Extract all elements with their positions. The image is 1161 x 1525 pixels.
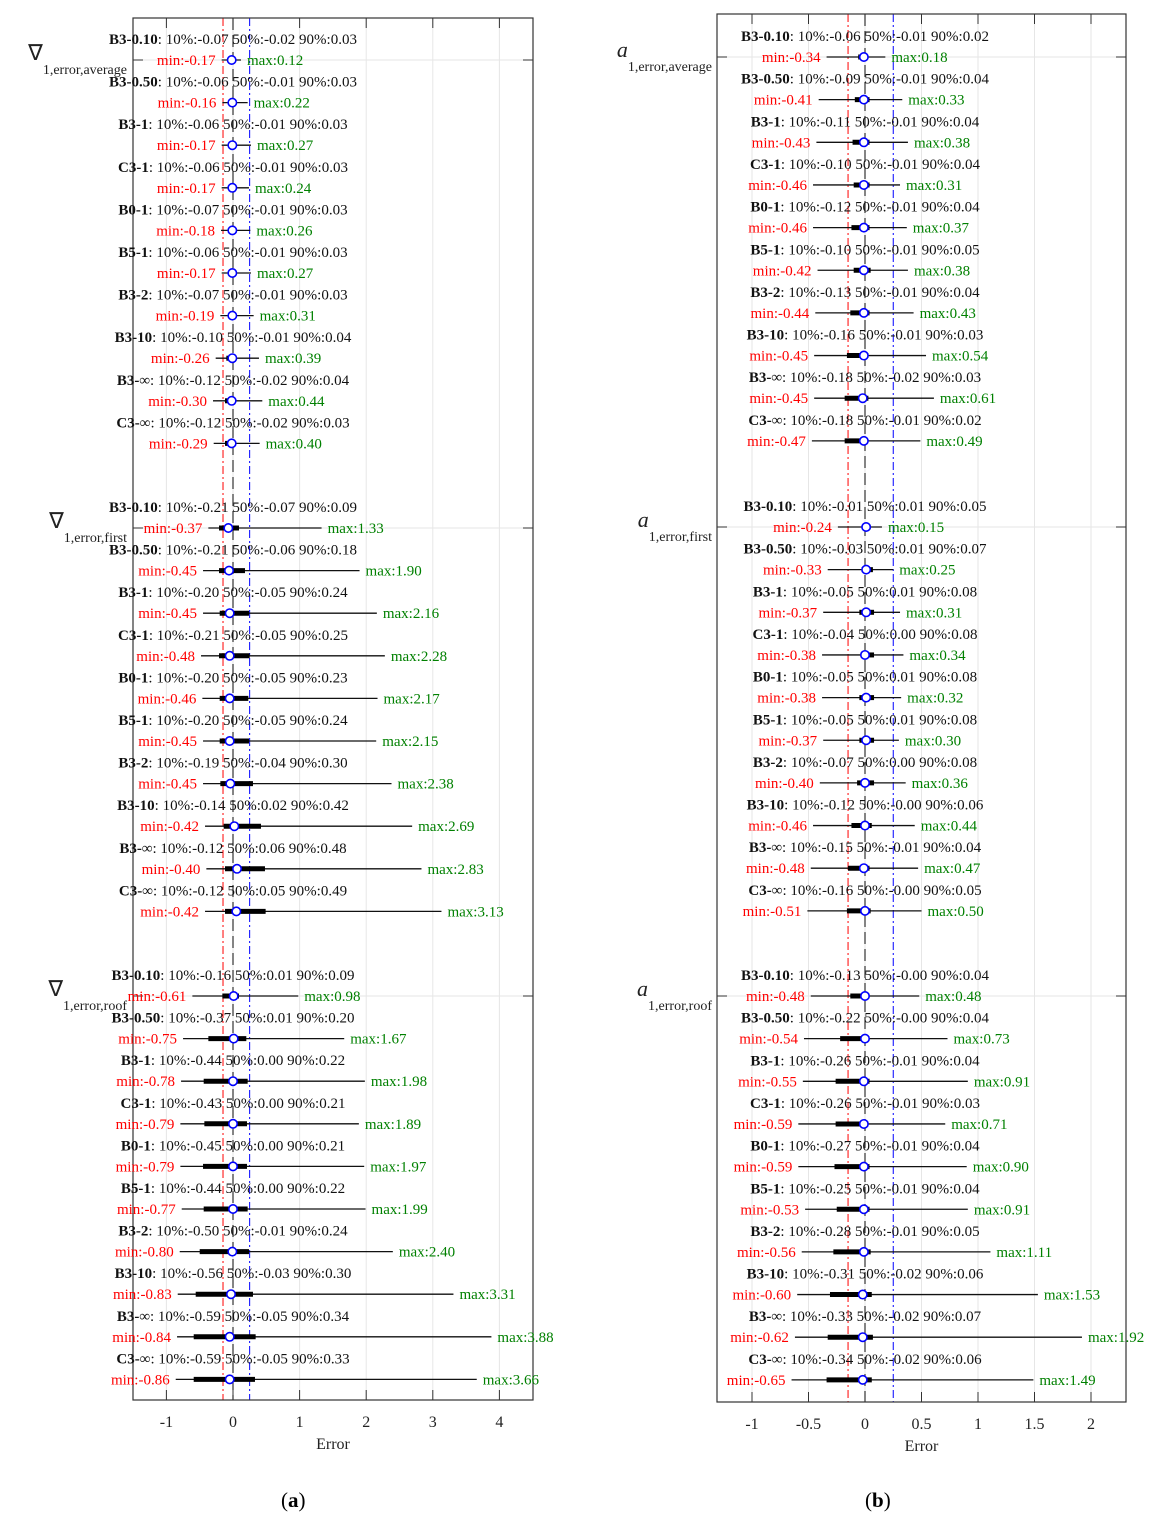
median-marker [229, 1077, 237, 1085]
x-axis-label: Error [904, 1438, 939, 1455]
min-label: min:-0.29 [148, 436, 208, 453]
max-label: max:1.67 [350, 1031, 407, 1048]
max-label: max:1.98 [370, 1074, 428, 1091]
row-stats: C3-∞: 10%:-0.16 50%:-0.00 90%:0.05 [748, 882, 982, 899]
row-stats: B3-2: 10%:-0.28 50%:-0.01 90%:0.05 [750, 1223, 980, 1240]
row-stats: B3-∞: 10%:-0.15 50%:-0.01 90%:0.04 [748, 840, 982, 857]
box-row [119, 883, 504, 920]
median-marker [860, 1248, 868, 1256]
min-label: min:-0.65 [726, 1372, 786, 1389]
median-marker [228, 141, 236, 149]
min-label: min:-0.48 [136, 648, 196, 665]
group-label: ∇1,error,first [49, 508, 127, 546]
min-label: min:-0.17 [156, 138, 216, 155]
max-label: max:0.12 [246, 53, 304, 69]
x-tick-label: 0 [861, 1416, 869, 1433]
row-stats: B3-∞: 10%:-0.33 50%:-0.02 90%:0.07 [748, 1309, 982, 1326]
median-marker [861, 779, 869, 787]
median-marker [860, 1120, 868, 1128]
row-stats: C3-1: 10%:-0.43 50%:0.00 90%:0.21 [120, 1095, 346, 1112]
row-stats: B3-1: 10%:-0.44 50%:0.00 90%:0.22 [120, 1053, 346, 1070]
max-label: max:0.91 [973, 1074, 1031, 1091]
row-stats: B0-1: 10%:-0.05 50%:0.01 90%:0.08 [752, 669, 978, 686]
row-stats: B5-1: 10%:-0.44 50%:0.00 90%:0.22 [120, 1181, 346, 1197]
max-label: max:0.34 [909, 647, 966, 664]
x-tick-label: 3 [428, 1414, 437, 1431]
median-marker [861, 1034, 869, 1042]
median-marker [860, 351, 868, 359]
x-tick-label: 1 [295, 1414, 304, 1431]
median-marker [861, 821, 869, 829]
min-label: min:-0.38 [757, 647, 817, 664]
row-stats: C3-∞: 10%:-0.18 50%:-0.01 90%:0.02 [748, 412, 982, 429]
median-marker [862, 565, 870, 573]
median-marker [860, 181, 868, 189]
median-marker [860, 1205, 868, 1213]
row-stats: B3-1: 10%:-0.11 50%:-0.01 90%:0.04 [750, 114, 980, 131]
row-stats: B3-0.50: 10%:-0.22 50%:-0.00 90%:0.04 [741, 1010, 989, 1027]
row-stats: B5-1: 10%:-0.06 50%:-0.01 90%:0.03 [118, 245, 348, 261]
min-label: min:-0.33 [762, 562, 822, 579]
max-label: max:0.49 [926, 433, 983, 450]
max-label: max:1.89 [364, 1116, 422, 1133]
row-stats: B3-0.50: 10%:-0.09 50%:-0.01 90%:0.04 [741, 71, 989, 88]
min-label: min:-0.42 [752, 263, 812, 280]
box-row [748, 200, 980, 237]
max-label: max:0.36 [911, 775, 968, 792]
box-row [746, 840, 982, 877]
row-stats: B5-1: 10%:-0.25 50%:-0.01 90%:0.04 [750, 1181, 980, 1198]
median-marker [232, 907, 240, 915]
max-label: max:0.30 [904, 733, 962, 750]
row-stats: B3-2: 10%:-0.13 50%:-0.01 90%:0.04 [750, 284, 980, 301]
min-label: min:-0.45 [749, 391, 809, 408]
median-marker [228, 354, 236, 362]
box-row [117, 798, 474, 835]
max-label: max:0.27 [256, 266, 314, 282]
min-label: min:-0.44 [750, 305, 810, 322]
min-label: min:-0.41 [753, 92, 813, 109]
min-label: min:-0.42 [140, 819, 200, 836]
min-label: min:-0.42 [140, 904, 200, 921]
max-label: max:2.16 [382, 606, 440, 623]
row-stats: B3-0.10: 10%:-0.21 50%:-0.07 90%:0.09 [109, 500, 357, 516]
box-row [730, 1309, 1144, 1346]
row-stats: B3-10: 10%:-0.14 50%:0.02 90%:0.42 [117, 798, 349, 815]
box-row [734, 1139, 1029, 1176]
row-stats: B0-1: 10%:-0.12 50%:-0.01 90%:0.04 [750, 199, 980, 216]
min-label: min:-0.83 [112, 1287, 172, 1304]
max-label: max:0.27 [256, 138, 314, 155]
box-row [747, 328, 989, 365]
box-row [748, 157, 980, 194]
row-stats: C3-1: 10%:-0.04 50%:0.00 90%:0.08 [752, 626, 978, 643]
min-label: min:-0.43 [751, 135, 811, 152]
x-axis-label: Error [316, 1436, 350, 1453]
max-label: max:0.44 [268, 393, 325, 410]
median-marker [225, 652, 233, 660]
max-label: max:0.43 [919, 305, 976, 322]
row-stats: B3-10: 10%:-0.16 50%:-0.01 90%:0.03 [746, 327, 984, 344]
max-label: max:1.99 [371, 1202, 428, 1218]
x-tick-label: 2 [1087, 1416, 1095, 1433]
max-label: max:0.50 [927, 903, 984, 920]
row-stats: B3-0.50: 10%:-0.06 50%:-0.01 90%:0.03 [109, 74, 357, 91]
row-stats: B3-0.50: 10%:-0.37 50%:0.01 90%:0.20 [111, 1010, 355, 1027]
max-label: max:2.40 [398, 1244, 456, 1261]
panel-b [617, 14, 1144, 1455]
max-label: max:0.22 [253, 95, 310, 112]
max-label: max:0.31 [906, 177, 963, 194]
row-stats: B3-2: 10%:-0.07 50%:0.00 90%:0.08 [752, 754, 978, 771]
min-label: min:-0.46 [748, 220, 808, 237]
min-label: min:-0.48 [746, 861, 805, 878]
median-marker [862, 608, 870, 616]
box-row [112, 1309, 553, 1346]
group-label: ∇1,error,roof [48, 976, 127, 1014]
box-row [117, 1181, 428, 1218]
row-stats: B3-0.50: 10%:-0.03 50%:0.01 90%:0.07 [743, 541, 987, 558]
max-label: max:0.26 [256, 223, 313, 240]
max-label: max:0.61 [939, 391, 997, 408]
max-label: max:2.83 [427, 861, 484, 878]
median-marker [862, 523, 870, 531]
box-row [109, 500, 384, 537]
max-label: max:0.73 [953, 1031, 1010, 1048]
max-label: max:3.13 [447, 904, 504, 921]
median-marker [860, 1077, 868, 1085]
panel-a [27, 18, 554, 1453]
min-label: min:-0.26 [150, 351, 210, 368]
max-label: max:0.98 [304, 989, 361, 1005]
row-stats: B0-1: 10%:-0.45 50%:0.00 90%:0.21 [120, 1138, 346, 1155]
row-stats: B3-1: 10%:-0.05 50%:0.01 90%:0.08 [752, 584, 978, 601]
row-stats: B3-∞: 10%:-0.18 50%:-0.02 90%:0.03 [748, 370, 982, 387]
caption-a: (a) [281, 1488, 306, 1512]
box-row [737, 1224, 1052, 1261]
row-stats: C3-1: 10%:-0.21 50%:-0.05 90%:0.25 [118, 627, 348, 644]
box-row [118, 756, 453, 793]
median-marker [859, 1333, 867, 1341]
max-label: max:0.15 [887, 520, 945, 536]
max-label: max:2.69 [418, 819, 475, 836]
x-tick-label: -1 [159, 1414, 174, 1431]
min-label: min:-0.46 [137, 691, 197, 708]
row-stats: B3-2: 10%:-0.07 50%:-0.01 90%:0.03 [118, 287, 348, 304]
max-label: max:0.48 [925, 989, 982, 1005]
box-row [113, 1266, 516, 1303]
min-label: min:-0.59 [733, 1116, 793, 1133]
median-marker [227, 56, 235, 64]
x-tick-label: 2 [362, 1414, 371, 1431]
median-marker [861, 651, 869, 659]
min-label: min:-0.86 [110, 1372, 170, 1389]
max-label: max:0.31 [259, 308, 316, 325]
box-row [119, 841, 483, 878]
x-tick-label: -1 [745, 1416, 759, 1433]
row-stats: B0-1: 10%:-0.07 50%:-0.01 90%:0.03 [118, 202, 348, 219]
box-row [118, 628, 447, 665]
max-label: max:0.38 [913, 263, 971, 280]
median-marker [227, 397, 235, 405]
median-marker [229, 1205, 237, 1213]
max-label: max:0.25 [899, 562, 956, 579]
x-tick-label: 1.5 [1024, 1416, 1045, 1433]
row-stats: B3-1: 10%:-0.06 50%:-0.01 90%:0.03 [118, 117, 348, 134]
box-row [116, 1053, 427, 1090]
box-row [109, 543, 422, 580]
row-stats: B3-1: 10%:-0.20 50%:-0.05 90%:0.24 [118, 585, 348, 602]
max-label: max:0.33 [908, 92, 965, 109]
median-marker [859, 394, 867, 402]
min-label: min:-0.30 [148, 393, 208, 410]
median-marker [225, 694, 233, 702]
row-stats: B3-10: 10%:-0.31 50%:-0.02 90%:0.06 [746, 1266, 984, 1283]
row-stats: B3-0.10: 10%:-0.13 50%:-0.00 90%:0.04 [741, 968, 989, 984]
max-label: max:0.47 [924, 861, 981, 878]
max-label: max:1.11 [996, 1244, 1053, 1261]
min-label: min:-0.45 [138, 776, 198, 793]
min-label: min:-0.17 [156, 266, 216, 282]
row-stats: B3-0.10: 10%:-0.16 50%:0.01 90%:0.09 [111, 968, 355, 984]
max-label: max:0.38 [913, 135, 971, 152]
row-stats: B3-0.10: 10%:-0.01 50%:0.01 90%:0.05 [743, 499, 987, 515]
row-stats: B3-2: 10%:-0.19 50%:-0.04 90%:0.30 [118, 755, 348, 772]
min-label: min:-0.53 [740, 1202, 800, 1219]
median-marker [860, 309, 868, 317]
row-stats: B5-1: 10%:-0.10 50%:-0.01 90%:0.05 [750, 242, 980, 259]
max-label: max:1.49 [1039, 1372, 1096, 1389]
min-label: min:-0.37 [143, 521, 203, 537]
median-marker [227, 1290, 235, 1298]
max-label: max:0.32 [907, 690, 964, 707]
min-label: min:-0.45 [138, 606, 198, 623]
max-label: max:2.15 [382, 734, 439, 750]
box-row [112, 968, 361, 1005]
row-stats: B5-1: 10%:-0.05 50%:0.01 90%:0.08 [752, 712, 978, 729]
row-stats: C3-∞: 10%:-0.12 50%:0.05 90%:0.49 [118, 883, 348, 900]
min-label: min:-0.55 [738, 1074, 797, 1091]
min-label: min:-0.47 [747, 433, 806, 450]
min-label: min:-0.46 [748, 177, 808, 194]
median-marker [224, 524, 232, 532]
min-label: min:-0.61 [127, 989, 187, 1005]
max-label: max:0.44 [920, 818, 977, 835]
median-marker [228, 184, 236, 192]
max-label: max:2.38 [397, 776, 454, 793]
max-label: max:0.71 [951, 1116, 1008, 1133]
max-label: max:1.53 [1043, 1287, 1101, 1304]
row-stats: B0-1: 10%:-0.27 50%:-0.01 90%:0.04 [750, 1138, 980, 1155]
max-label: max:1.92 [1087, 1330, 1145, 1347]
max-label: max:1.90 [365, 563, 422, 580]
min-label: min:-0.56 [736, 1244, 796, 1261]
box-row [749, 370, 996, 407]
median-marker [860, 223, 868, 231]
median-marker [860, 864, 868, 872]
min-label: min:-0.48 [746, 989, 805, 1005]
min-label: min:-0.37 [758, 605, 818, 622]
x-tick-label: 0.5 [911, 1416, 932, 1433]
row-stats: B3-1: 10%:-0.26 50%:-0.01 90%:0.04 [750, 1053, 980, 1070]
median-marker [860, 1162, 868, 1170]
median-marker [860, 138, 868, 146]
box-row [112, 1011, 407, 1048]
median-marker [229, 1034, 237, 1042]
min-label: min:-0.34 [761, 50, 821, 66]
row-stats: B3-0.50: 10%:-0.21 50%:-0.06 90%:0.18 [109, 542, 357, 559]
box-row [116, 1096, 421, 1133]
row-stats: B3-10: 10%:-0.10 50%:-0.01 90%:0.04 [114, 330, 352, 347]
min-label: min:-0.54 [739, 1031, 798, 1048]
min-label: min:-0.60 [732, 1287, 792, 1304]
median-marker [860, 437, 868, 445]
row-stats: B3-∞: 10%:-0.59 50%:-0.05 90%:0.34 [116, 1308, 350, 1325]
box-row [739, 1011, 1010, 1048]
median-marker [859, 1376, 867, 1384]
median-marker [228, 1247, 236, 1255]
median-marker [860, 95, 868, 103]
box-row [732, 1267, 1100, 1304]
min-label: min:-0.19 [155, 308, 215, 325]
min-label: min:-0.40 [755, 775, 814, 792]
x-tick-label: 1 [974, 1416, 982, 1433]
min-label: min:-0.75 [118, 1031, 178, 1048]
median-marker [860, 266, 868, 274]
max-label: max:3.66 [482, 1372, 540, 1389]
row-stats: B0-1: 10%:-0.20 50%:-0.05 90%:0.23 [118, 670, 348, 687]
min-label: min:-0.38 [757, 690, 817, 707]
min-label: min:-0.24 [773, 520, 832, 536]
median-marker [861, 907, 869, 915]
median-marker [225, 566, 233, 574]
median-marker [860, 53, 868, 61]
min-label: min:-0.17 [156, 53, 216, 69]
max-label: max:3.88 [497, 1329, 554, 1346]
min-label: min:-0.45 [749, 348, 809, 365]
median-marker [225, 609, 233, 617]
row-stats: B3-∞: 10%:-0.12 50%:-0.02 90%:0.04 [116, 372, 350, 389]
max-label: max:0.18 [891, 50, 948, 66]
max-label: max:0.54 [932, 348, 989, 365]
row-stats: B3-0.10: 10%:-0.06 50%:-0.01 90%:0.02 [741, 29, 989, 45]
box-row [727, 1352, 1096, 1389]
row-stats: C3-∞: 10%:-0.59 50%:-0.05 90%:0.33 [116, 1351, 350, 1368]
box-row [116, 1138, 427, 1175]
group-label: a1,error,roof [637, 976, 712, 1014]
median-marker [227, 439, 235, 447]
box-row [743, 883, 984, 920]
row-stats: B3-0.10: 10%:-0.07 50%:-0.02 90%:0.03 [109, 32, 357, 48]
max-label: max:0.24 [254, 180, 312, 197]
row-stats: C3-1: 10%:-0.06 50%:-0.01 90%:0.03 [118, 159, 348, 176]
median-marker [226, 779, 234, 787]
median-marker [862, 736, 870, 744]
min-label: min:-0.80 [114, 1244, 174, 1261]
max-label: max:2.17 [383, 691, 440, 708]
min-label: min:-0.79 [115, 1116, 175, 1133]
min-label: min:-0.59 [733, 1159, 793, 1176]
row-stats: C3-∞: 10%:-0.34 50%:-0.02 90%:0.06 [748, 1351, 982, 1368]
min-label: min:-0.62 [730, 1330, 789, 1347]
row-stats: C3-1: 10%:-0.26 50%:-0.01 90%:0.03 [750, 1095, 980, 1112]
max-label: max:0.39 [264, 351, 322, 368]
median-marker [229, 1120, 237, 1128]
box-row [111, 1351, 540, 1388]
min-label: min:-0.17 [156, 180, 216, 197]
row-stats: C3-∞: 10%:-0.12 50%:-0.02 90%:0.03 [116, 415, 350, 432]
min-label: min:-0.78 [116, 1074, 176, 1091]
median-marker [228, 226, 236, 234]
median-marker [228, 98, 236, 106]
min-label: min:-0.18 [156, 223, 216, 240]
median-marker [230, 822, 238, 830]
min-label: min:-0.77 [116, 1202, 176, 1218]
median-marker [229, 992, 237, 1000]
max-label: max:0.91 [973, 1202, 1031, 1219]
box-row [734, 1096, 1008, 1133]
min-label: min:-0.79 [115, 1159, 175, 1176]
median-marker [859, 1290, 867, 1298]
caption-b: (b) [865, 1488, 891, 1512]
x-tick-label: -0.5 [795, 1416, 822, 1433]
median-marker [225, 1333, 233, 1341]
max-label: max:3.31 [459, 1287, 516, 1304]
median-marker [225, 1375, 233, 1383]
min-label: min:-0.45 [138, 563, 198, 580]
median-marker [225, 737, 233, 745]
max-label: max:2.28 [390, 648, 448, 665]
max-label: max:1.97 [370, 1159, 427, 1176]
median-marker [233, 865, 241, 873]
max-label: max:0.37 [912, 220, 970, 237]
min-label: min:-0.40 [141, 861, 201, 878]
box-row [738, 1053, 1030, 1090]
median-marker [229, 1162, 237, 1170]
row-stats: B5-1: 10%:-0.20 50%:-0.05 90%:0.24 [118, 713, 348, 729]
min-label: min:-0.84 [112, 1329, 172, 1346]
min-label: min:-0.51 [742, 903, 802, 920]
x-tick-label: 0 [229, 1414, 237, 1431]
min-label: min:-0.37 [758, 733, 818, 750]
row-stats: B3-2: 10%:-0.50 50%:-0.01 90%:0.24 [118, 1223, 348, 1240]
x-tick-label: 4 [495, 1414, 504, 1431]
row-stats: B3-10: 10%:-0.56 50%:-0.03 90%:0.30 [114, 1266, 352, 1283]
row-stats: C3-1: 10%:-0.10 50%:-0.01 90%:0.04 [750, 156, 980, 173]
median-marker [228, 311, 236, 319]
min-label: min:-0.16 [157, 95, 217, 112]
row-stats: B3-∞: 10%:-0.12 50%:0.06 90%:0.48 [119, 840, 347, 857]
min-label: min:-0.45 [138, 734, 198, 750]
median-marker [228, 269, 236, 277]
median-marker [861, 992, 869, 1000]
max-label: max:1.33 [327, 521, 384, 537]
max-label: max:0.90 [972, 1159, 1029, 1176]
group-label: a1,error,first [637, 507, 712, 545]
row-stats: B3-10: 10%:-0.12 50%:-0.00 90%:0.06 [746, 797, 984, 814]
median-marker [862, 693, 870, 701]
group-label: ∇1,error,average [28, 40, 127, 78]
max-label: max:0.40 [265, 436, 322, 453]
group-label: a1,error,average [616, 37, 712, 75]
max-label: max:0.31 [906, 605, 963, 622]
box-row [740, 1181, 1030, 1218]
min-label: min:-0.46 [748, 818, 808, 835]
